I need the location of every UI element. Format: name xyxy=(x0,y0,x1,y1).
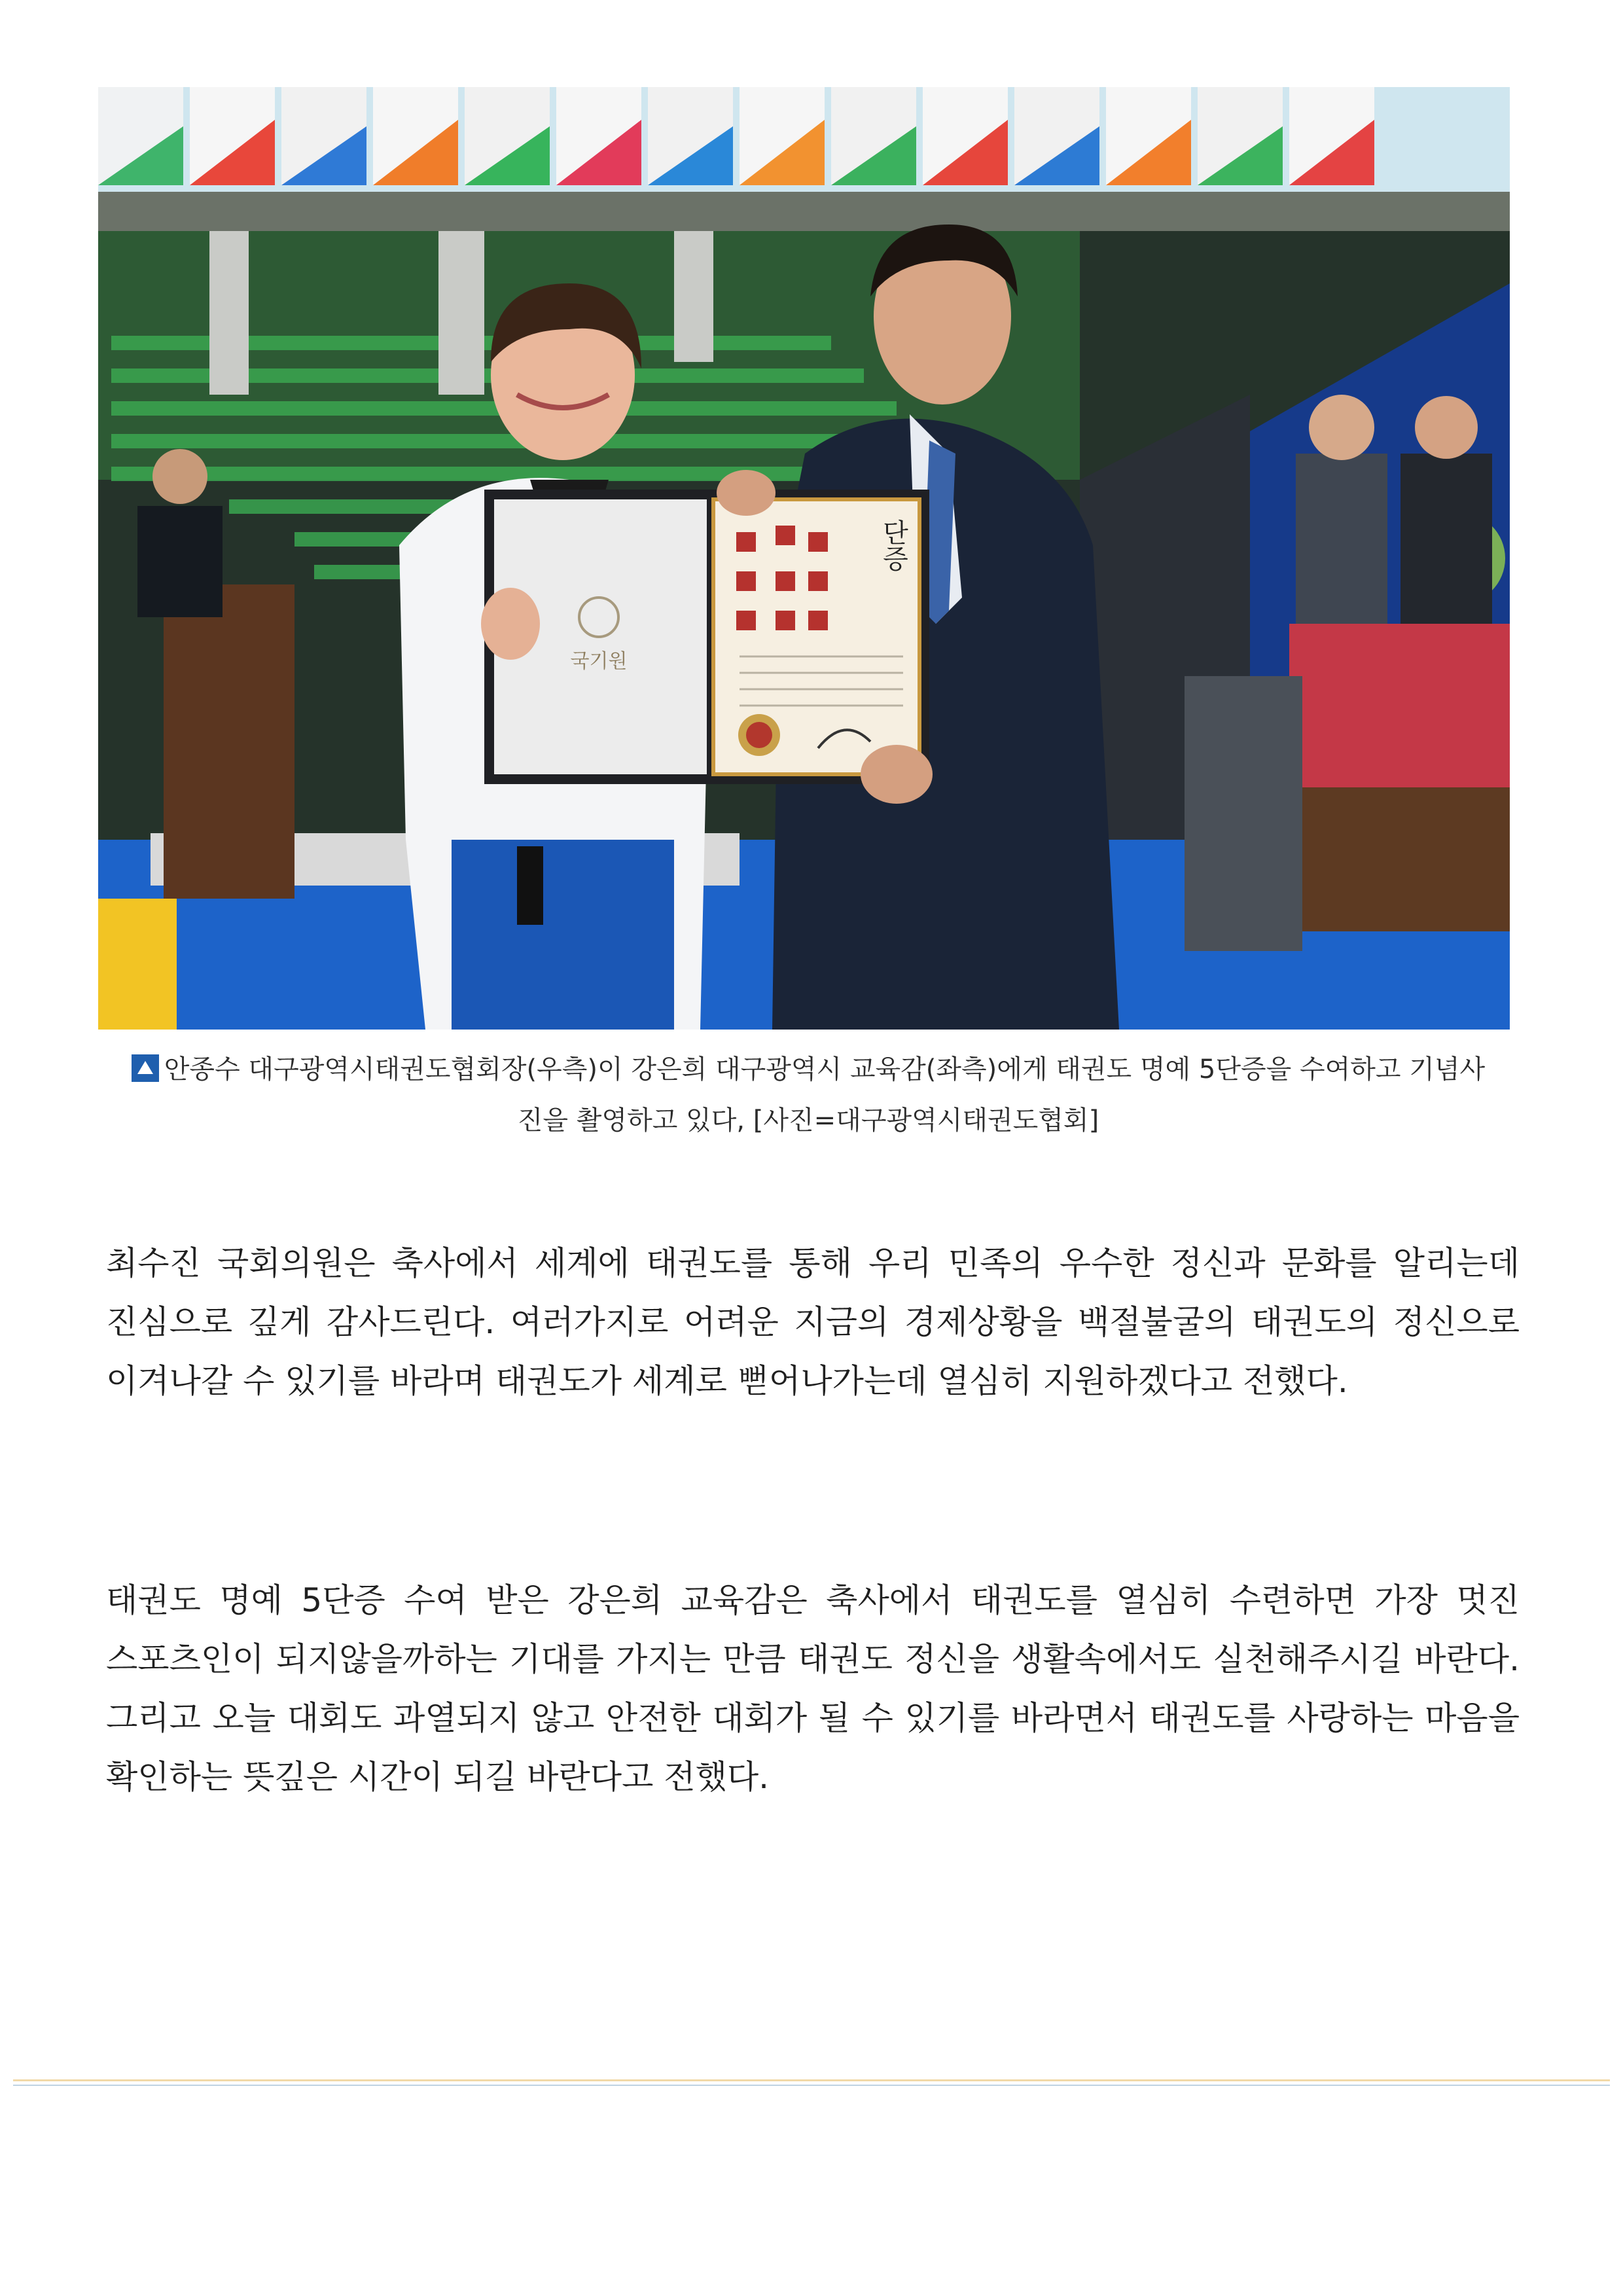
certificate-title: 단증 xyxy=(878,519,908,571)
triangle-up-icon xyxy=(132,1054,159,1082)
caption-line-2: 진을 촬영하고 있다, [사진=대구광역시태권도협회] xyxy=(517,1105,1099,1136)
footer-rule-gold xyxy=(13,2079,1610,2081)
paragraph-2: 태권도 명예 5단증 수여 받은 강은희 교육감은 축사에서 태권도를 열심히 수련하면 가장 멋진 스포츠인이 되지않을까하는 기대를 가지는 만큼 태권도 정신을 생활속에서도 실천해주시길 바란다. 그리고 오늘 대회도 과열되지 않고 안전한 대회가 될 수 있기를 바라면서 태권도를 사랑하는 마음을 확인하는 뜻깊은 시간이 되길 바란다고 전했다. xyxy=(106,1581,1520,1796)
caption-line-1-text: 안종수 대구광역시태권도협회장(우측)이 강은희 대구광역시 교육감(좌측)에게 태권도 명예 5단증을 수여하고 기념사 xyxy=(164,1054,1486,1085)
ceremony-photo-illustration xyxy=(98,87,1510,1030)
certificate-logo-text: 국기원 xyxy=(570,650,628,673)
photo-caption xyxy=(105,1044,1512,1146)
certificate-folder xyxy=(484,490,929,784)
footer-rule-blue xyxy=(13,2085,1610,2086)
ceremony-photo xyxy=(98,87,1510,1030)
paragraph-1: 최수진 국회의원은 축사에서 세계에 태권도를 통해 우리 민족의 우수한 정신과 문화를 알리는데 진심으로 깊게 감사드린다. 여러가지로 어려운 지금의 경제상황을 백절불굴의 태권도의 정신으로 이겨나갈 수 있기를 바라며 태권도가 세계로 뻗어나가는데 열심히 지원하겠다고 전했다. xyxy=(106,1244,1520,1400)
caption-line-1 xyxy=(105,1044,1512,1095)
